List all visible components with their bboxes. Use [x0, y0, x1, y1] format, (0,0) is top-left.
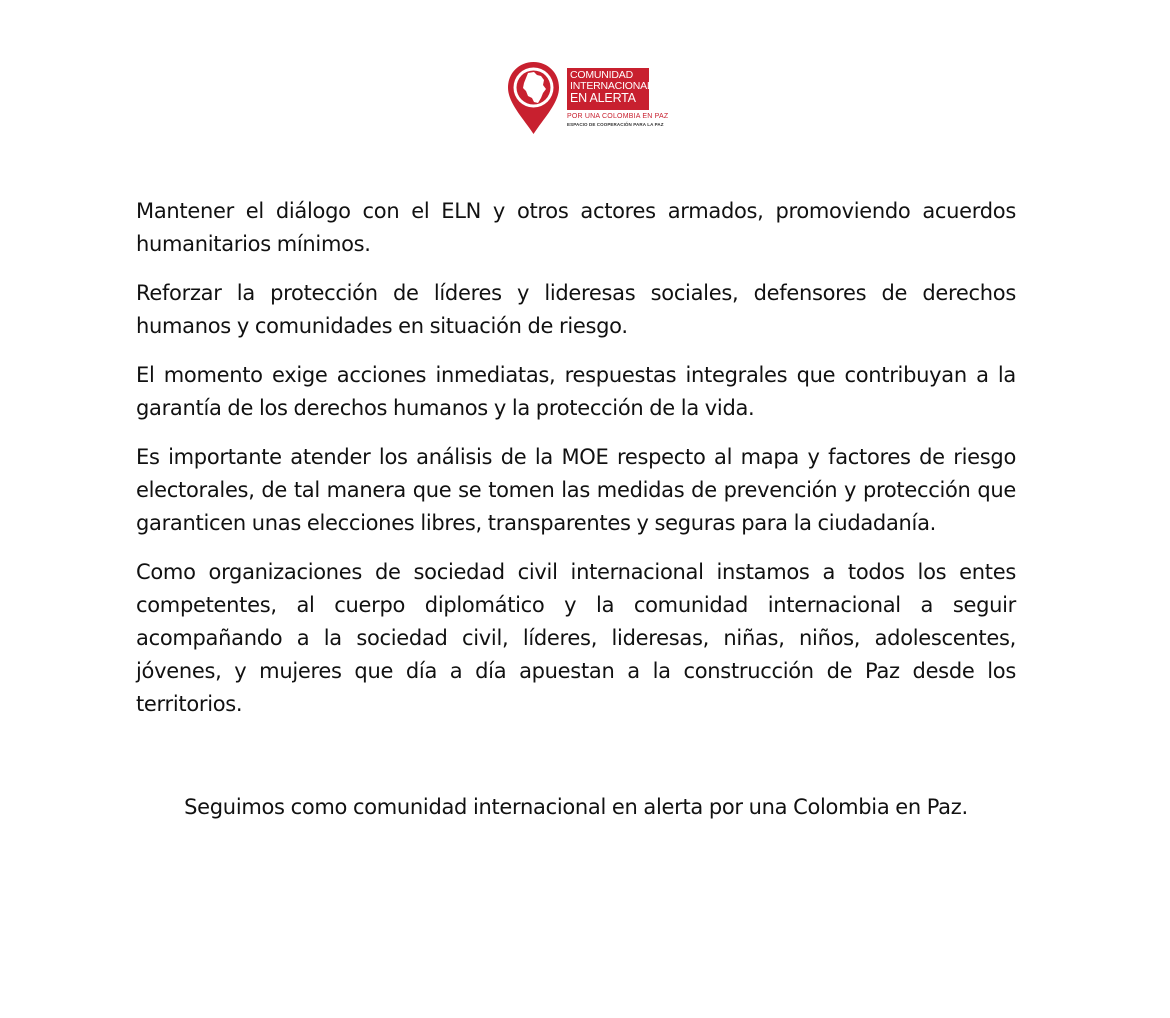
logo-wordmark [567, 68, 653, 110]
logo-line-3: EN ALERTA [570, 91, 636, 105]
paragraph: Es importante atender los análisis de la MOE respecto al mapa y factores de riesgo electorales, de tal manera que se tomen las medidas de prevención y protección que garanticen unas elecciones libres, transparentes y seguras para la ciudadanía. [136, 445, 1016, 535]
paragraph: Como organizaciones de sociedad civil internacional instamos a todos los entes competentes, al cuerpo diplomático y la comunidad internacional a seguir acompañando a la sociedad civil, líderes, lideresas, niñas, niños, adolescentes, jóvenes, y mujeres que día a día apuestan a la construcción de Paz desde los territorios. [136, 560, 1016, 716]
organization-logo [506, 60, 669, 138]
logo-tagline: POR UNA COLOMBIA EN PAZ [567, 113, 669, 120]
paragraph: El momento exige acciones inmediatas, respuestas integrales que contribuyan a la garantía de los derechos humanos y la protección de la vida. [136, 363, 1016, 420]
paragraph: Mantener el diálogo con el ELN y otros actores armados, promoviendo acuerdos humanitarios mínimos. [136, 199, 1016, 256]
statement-body [136, 195, 1016, 737]
logo-line-2: INTERNACIONAL [570, 80, 653, 92]
paragraph: Reforzar la protección de líderes y lideresas sociales, defensores de derechos humanos y comunidades en situación de riesgo. [136, 281, 1016, 338]
logo-subtagline: ESPACIO DE COOPERACIÓN PARA LA PAZ [567, 122, 664, 127]
map-pin-icon [506, 60, 561, 136]
closing-statement: Seguimos como comunidad internacional en alerta por una Colombia en Paz. [184, 795, 968, 819]
logo-line-1: COMUNIDAD [570, 69, 633, 81]
